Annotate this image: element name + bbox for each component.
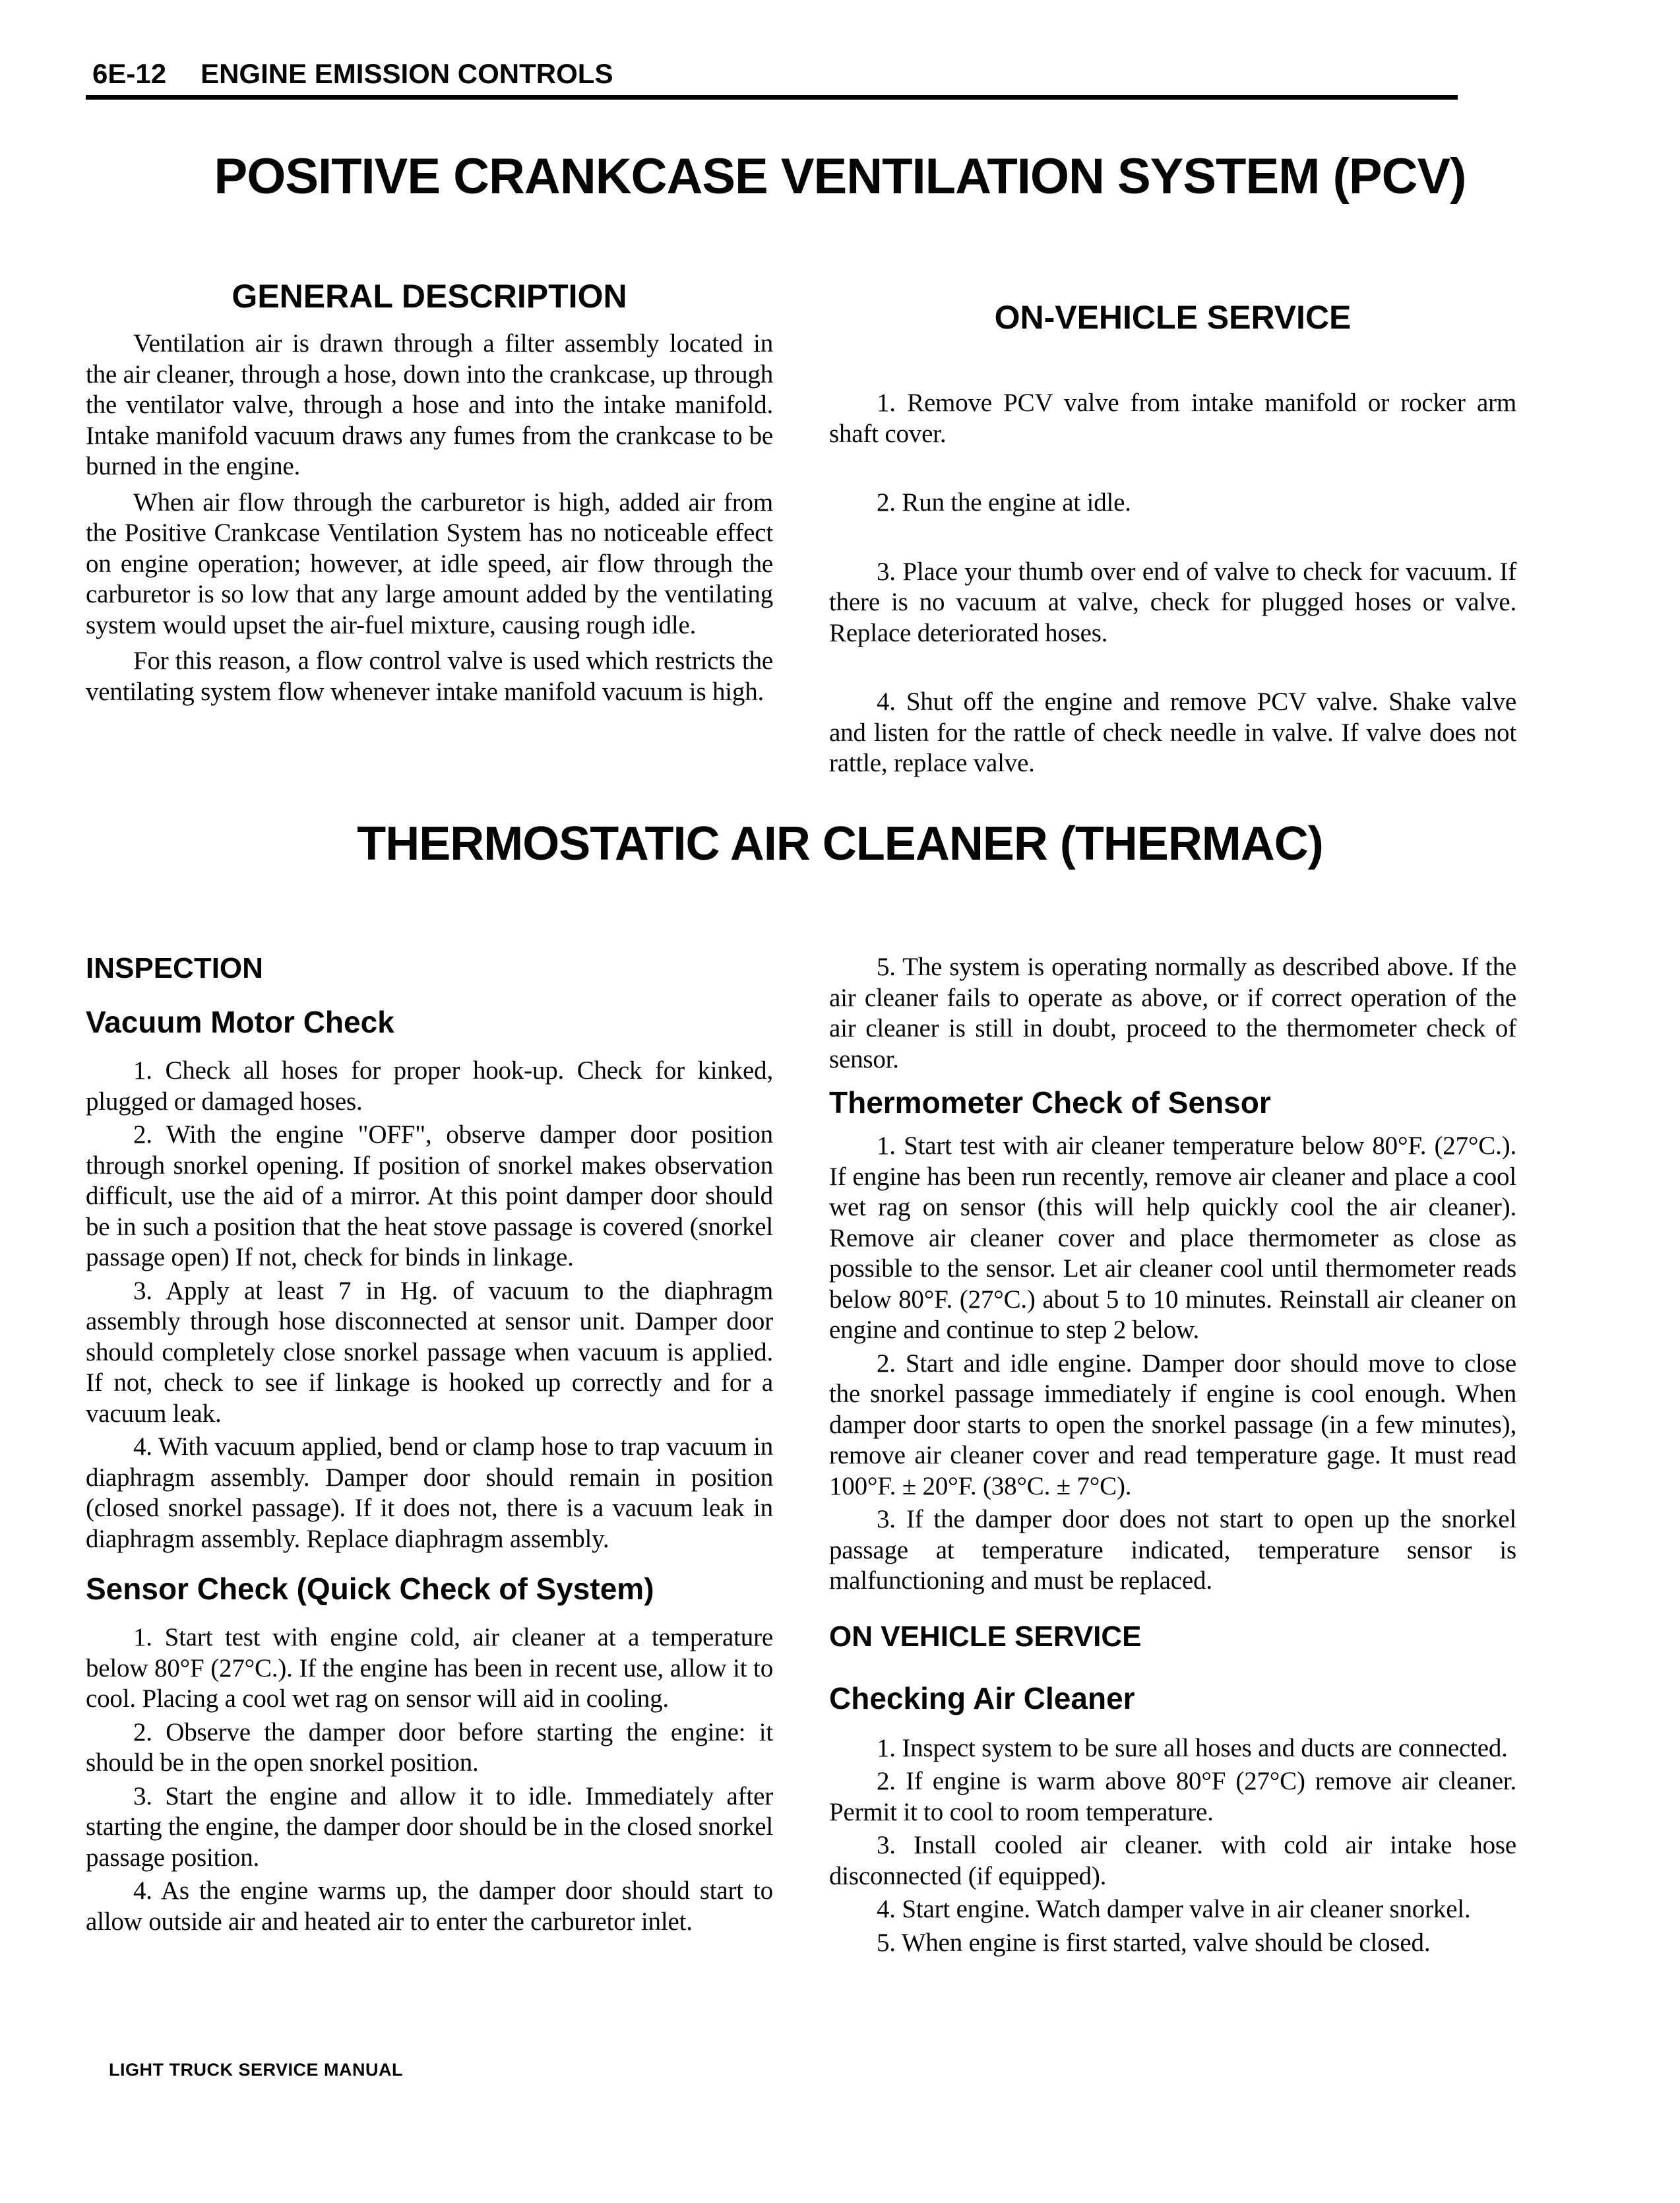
thermometer-check-heading: Thermometer Check of Sensor bbox=[829, 1085, 1271, 1120]
thermac-service-column bbox=[829, 952, 1516, 1961]
thermac-section-title: THERMOSTATIC AIR CLEANER (THERMAC) bbox=[357, 817, 1323, 870]
checking-air-cleaner-step: 5. When engine is first started, valve should be closed. bbox=[877, 1928, 1431, 1957]
vacuum-motor-check-heading: Vacuum Motor Check bbox=[86, 1005, 394, 1039]
on-vehicle-service-heading: ON-VEHICLE SERVICE bbox=[994, 299, 1352, 336]
vacuum-motor-check-step: 4. With vacuum applied, bend or clamp hose to trap vacuum in diaphragm assembly. Damper door should remain in position (closed snorkel passage). If it does not, there is a vacuum leak in diaphragm assembly. Replace diaphragm assembly. bbox=[86, 1432, 773, 1553]
thermac-inspection-column bbox=[86, 952, 773, 1940]
vacuum-motor-check-step: 2. With the engine "OFF", observe damper door position through snorkel opening. If position of snorkel makes observation difficult, use the aid of a mirror. At this point damper door should be in such a position that the heat stove passage is covered (snorkel passage open) If not, check for binds in linkage. bbox=[86, 1120, 773, 1271]
thermometer-check-step: 3. If the damper door does not start to open up the snorkel passage at temperature indicated, temperature sensor is malfunctioning and must be replaced. bbox=[829, 1505, 1516, 1595]
footer-text: LIGHT TRUCK SERVICE MANUAL bbox=[109, 2060, 404, 2080]
pcv-general-description-column bbox=[86, 277, 773, 713]
checking-air-cleaner-step: 2. If engine is warm above 80°F (27°C) remove air cleaner. Permit it to cool to room temperature. bbox=[829, 1767, 1516, 1826]
thermometer-check-step: 1. Start test with air cleaner temperature below 80°F. (27°C.). If engine has been run recently, remove air cleaner and place a cool wet rag on sensor (this will help quickly cool the air cleaner). Remove air cleaner cover and place thermometer as close as possible to the sensor. Let air cleaner cool until thermometer reads below 80°F. (27°C.) about 5 to 10 minutes. Reinstall air cleaner on engine and continue to step 2 below. bbox=[829, 1132, 1516, 1344]
pcv-service-step: 3. Place your thumb over end of valve to check for vacuum. If there is no vacuum at valve, check for plugged hoses or valve. Replace deteriorated hoses. bbox=[829, 557, 1516, 647]
vacuum-motor-check-step: 3. Apply at least 7 in Hg. of vacuum to the diaphragm assembly through hose disconnected at sensor unit. Damper door should completely close snorkel passage when vacuum is applied. If not, check to see if linkage is hooked up correctly and for a vacuum leak. bbox=[86, 1276, 773, 1428]
pcv-section-title: POSITIVE CRANKCASE VENTILATION SYSTEM (PCV) bbox=[214, 148, 1466, 205]
inspection-heading: INSPECTION bbox=[86, 952, 263, 984]
general-description-paragraph: Ventilation air is drawn through a filter assembly located in the air cleaner, through a hose, down into the crankcase, up through the ventilator valve, through a hose and into the intake manifold. Intake manifold vacuum draws any fumes from the crankcase to be burned in the engine. bbox=[86, 329, 773, 480]
pcv-service-step: 2. Run the engine at idle. bbox=[877, 488, 1131, 517]
checking-air-cleaner-heading: Checking Air Cleaner bbox=[829, 1680, 1135, 1715]
page-number: 6E-12 bbox=[92, 58, 167, 89]
sensor-check-step: 1. Start test with engine cold, air cleaner at a temperature below 80°F (27°C.). If the engine has been in recent use, allow it to cool. Placing a cool wet rag on sensor will aid in cooling. bbox=[86, 1623, 773, 1713]
general-description-paragraph: When air flow through the carburetor is high, added air from the Positive Crankcase Ventilation System has no noticeable effect on engine operation; however, at idle speed, air flow through the carburetor is so low that any large amount added by the ventilating system would upset the air-fuel mixture, causing rough idle. bbox=[86, 488, 773, 639]
page-section-title: ENGINE EMISSION CONTROLS bbox=[201, 58, 613, 89]
general-description-paragraph: For this reason, a flow control valve is used which restricts the ventilating system flow whenever intake manifold vacuum is high. bbox=[86, 647, 773, 706]
sensor-check-step: 2. Observe the damper door before starting the engine: it should be in the open snorkel position. bbox=[86, 1717, 773, 1777]
page-header bbox=[92, 58, 613, 90]
pcv-service-step: 4. Shut off the engine and remove PCV valve. Shake valve and listen for the rattle of check needle in valve. If valve does not rattle, replace valve. bbox=[829, 687, 1516, 777]
vacuum-motor-check-step: 1. Check all hoses for proper hook-up. Check for kinked, plugged or damaged hoses. bbox=[86, 1056, 773, 1116]
pcv-on-vehicle-service-column bbox=[829, 298, 1516, 817]
general-description-heading: GENERAL DESCRIPTION bbox=[232, 278, 627, 315]
thermometer-check-step: 2. Start and idle engine. Damper door should move to close the snorkel passage immediately if engine is cool enough. When damper door starts to open the snorkel passage (in a few minutes), remove air cleaner cover and read temperature gage. It must read 100°F. ± 20°F. (38°C. ± 7°C). bbox=[829, 1349, 1516, 1500]
sensor-check-step: 5. The system is operating normally as described above. If the air cleaner fails to operate as above, or if correct operation of the air cleaner is still in doubt, proceed to the thermometer check of sensor. bbox=[829, 953, 1516, 1073]
header-rule bbox=[86, 95, 1458, 100]
pcv-service-step: 1. Remove PCV valve from intake manifold or rocker arm shaft cover. bbox=[829, 389, 1516, 448]
sensor-check-step: 3. Start the engine and allow it to idle. Immediately after starting the engine, the damper door should be in the closed snorkel passage position. bbox=[86, 1781, 773, 1872]
sensor-check-step: 4. As the engine warms up, the damper door should start to allow outside air and heated air to enter the carburetor inlet. bbox=[86, 1876, 773, 1936]
checking-air-cleaner-step: 4. Start engine. Watch damper valve in air cleaner snorkel. bbox=[877, 1895, 1471, 1923]
sensor-check-heading: Sensor Check (Quick Check of System) bbox=[86, 1572, 654, 1606]
checking-air-cleaner-step: 1. Inspect system to be sure all hoses and ducts are connected. bbox=[877, 1733, 1508, 1762]
thermac-on-vehicle-service-heading: ON VEHICLE SERVICE bbox=[829, 1620, 1142, 1653]
checking-air-cleaner-step: 3. Install cooled air cleaner. with cold air intake hose disconnected (if equipped). bbox=[829, 1831, 1516, 1890]
